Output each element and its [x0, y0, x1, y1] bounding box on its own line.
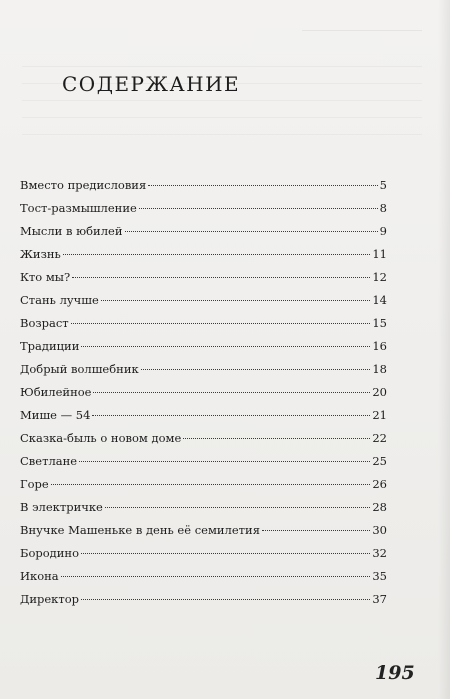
dot-leader [139, 208, 378, 209]
dot-leader [262, 530, 370, 531]
dot-leader [81, 553, 370, 554]
toc-entry-page: 15 [372, 316, 387, 330]
dot-leader [183, 438, 370, 439]
toc-entry-title: Мише — 54 [20, 408, 91, 422]
toc-entry-page: 32 [372, 546, 387, 560]
toc-entry-page: 26 [372, 477, 387, 491]
toc-entry [20, 592, 387, 615]
toc-entry-title: Жизнь [20, 247, 61, 261]
toc-entry [20, 270, 387, 293]
toc-entry-title: Юбилейное [20, 385, 92, 399]
dot-leader [81, 599, 370, 600]
toc-entry-title: Светлане [20, 454, 78, 468]
toc-entry-page: 14 [372, 293, 387, 307]
toc-entry-title: Бородино [20, 546, 79, 560]
page-title: СОДЕРЖАНИЕ [62, 72, 241, 96]
table-of-contents [20, 178, 387, 615]
toc-entry [20, 385, 387, 408]
toc-entry-page: 30 [372, 523, 387, 537]
toc-entry-page: 18 [372, 362, 387, 376]
dot-leader [125, 231, 378, 232]
toc-entry-title: Стань лучше [20, 293, 99, 307]
toc-entry-page: 20 [372, 385, 387, 399]
toc-entry-title: Возраст [20, 316, 69, 330]
toc-entry-title: Директор [20, 592, 80, 606]
page-edge-shadow [438, 0, 450, 699]
dot-leader [148, 185, 377, 186]
toc-entry-page: 11 [372, 247, 387, 261]
show-through-header [302, 18, 422, 31]
toc-entry [20, 178, 387, 201]
toc-entry-page: 37 [372, 592, 387, 606]
dot-leader [79, 461, 370, 462]
toc-entry-title: Традиции [20, 339, 80, 353]
dot-leader [71, 323, 371, 324]
toc-entry [20, 201, 387, 224]
toc-entry-page: 22 [372, 431, 387, 445]
toc-entry [20, 293, 387, 316]
dot-leader [61, 576, 371, 577]
toc-entry-title: Мысли в юбилей [20, 224, 123, 238]
dot-leader [105, 507, 371, 508]
toc-entry [20, 431, 387, 454]
toc-entry [20, 569, 387, 592]
toc-entry-page: 16 [372, 339, 387, 353]
toc-entry [20, 408, 387, 431]
toc-entry-title: Тост-размышление [20, 201, 137, 215]
page-number: 195 [375, 662, 415, 684]
toc-entry-page: 25 [372, 454, 387, 468]
toc-entry-page: 5 [379, 178, 387, 192]
dot-leader [72, 277, 370, 278]
toc-entry-title: Добрый волшебник [20, 362, 139, 376]
toc-entry [20, 339, 387, 362]
toc-entry-title: Икона [20, 569, 59, 583]
toc-entry [20, 500, 387, 523]
toc-entry-title: Кто мы? [20, 270, 71, 284]
dot-leader [101, 300, 371, 301]
toc-entry-page: 28 [372, 500, 387, 514]
toc-entry [20, 546, 387, 569]
toc-entry [20, 247, 387, 270]
toc-entry-title: В электричке [20, 500, 103, 514]
toc-entry [20, 454, 387, 477]
dot-leader [141, 369, 371, 370]
dot-leader [51, 484, 371, 485]
toc-entry-page: 21 [372, 408, 387, 422]
toc-entry-title: Вместо предисловия [20, 178, 147, 192]
dot-leader [81, 346, 370, 347]
toc-entry-page: 9 [379, 224, 387, 238]
toc-entry-title: Внучке Машеньке в день её семилетия [20, 523, 260, 537]
toc-entry [20, 523, 387, 546]
toc-entry-page: 35 [372, 569, 387, 583]
dot-leader [93, 392, 370, 393]
dot-leader [92, 415, 370, 416]
toc-entry-title: Сказка-быль о новом доме [20, 431, 182, 445]
toc-entry-page: 12 [372, 270, 387, 284]
toc-entry [20, 477, 387, 500]
toc-entry-title: Горе [20, 477, 49, 491]
toc-entry [20, 362, 387, 385]
dot-leader [63, 254, 371, 255]
toc-entry [20, 224, 387, 247]
toc-entry-page: 8 [379, 201, 387, 215]
toc-entry [20, 316, 387, 339]
